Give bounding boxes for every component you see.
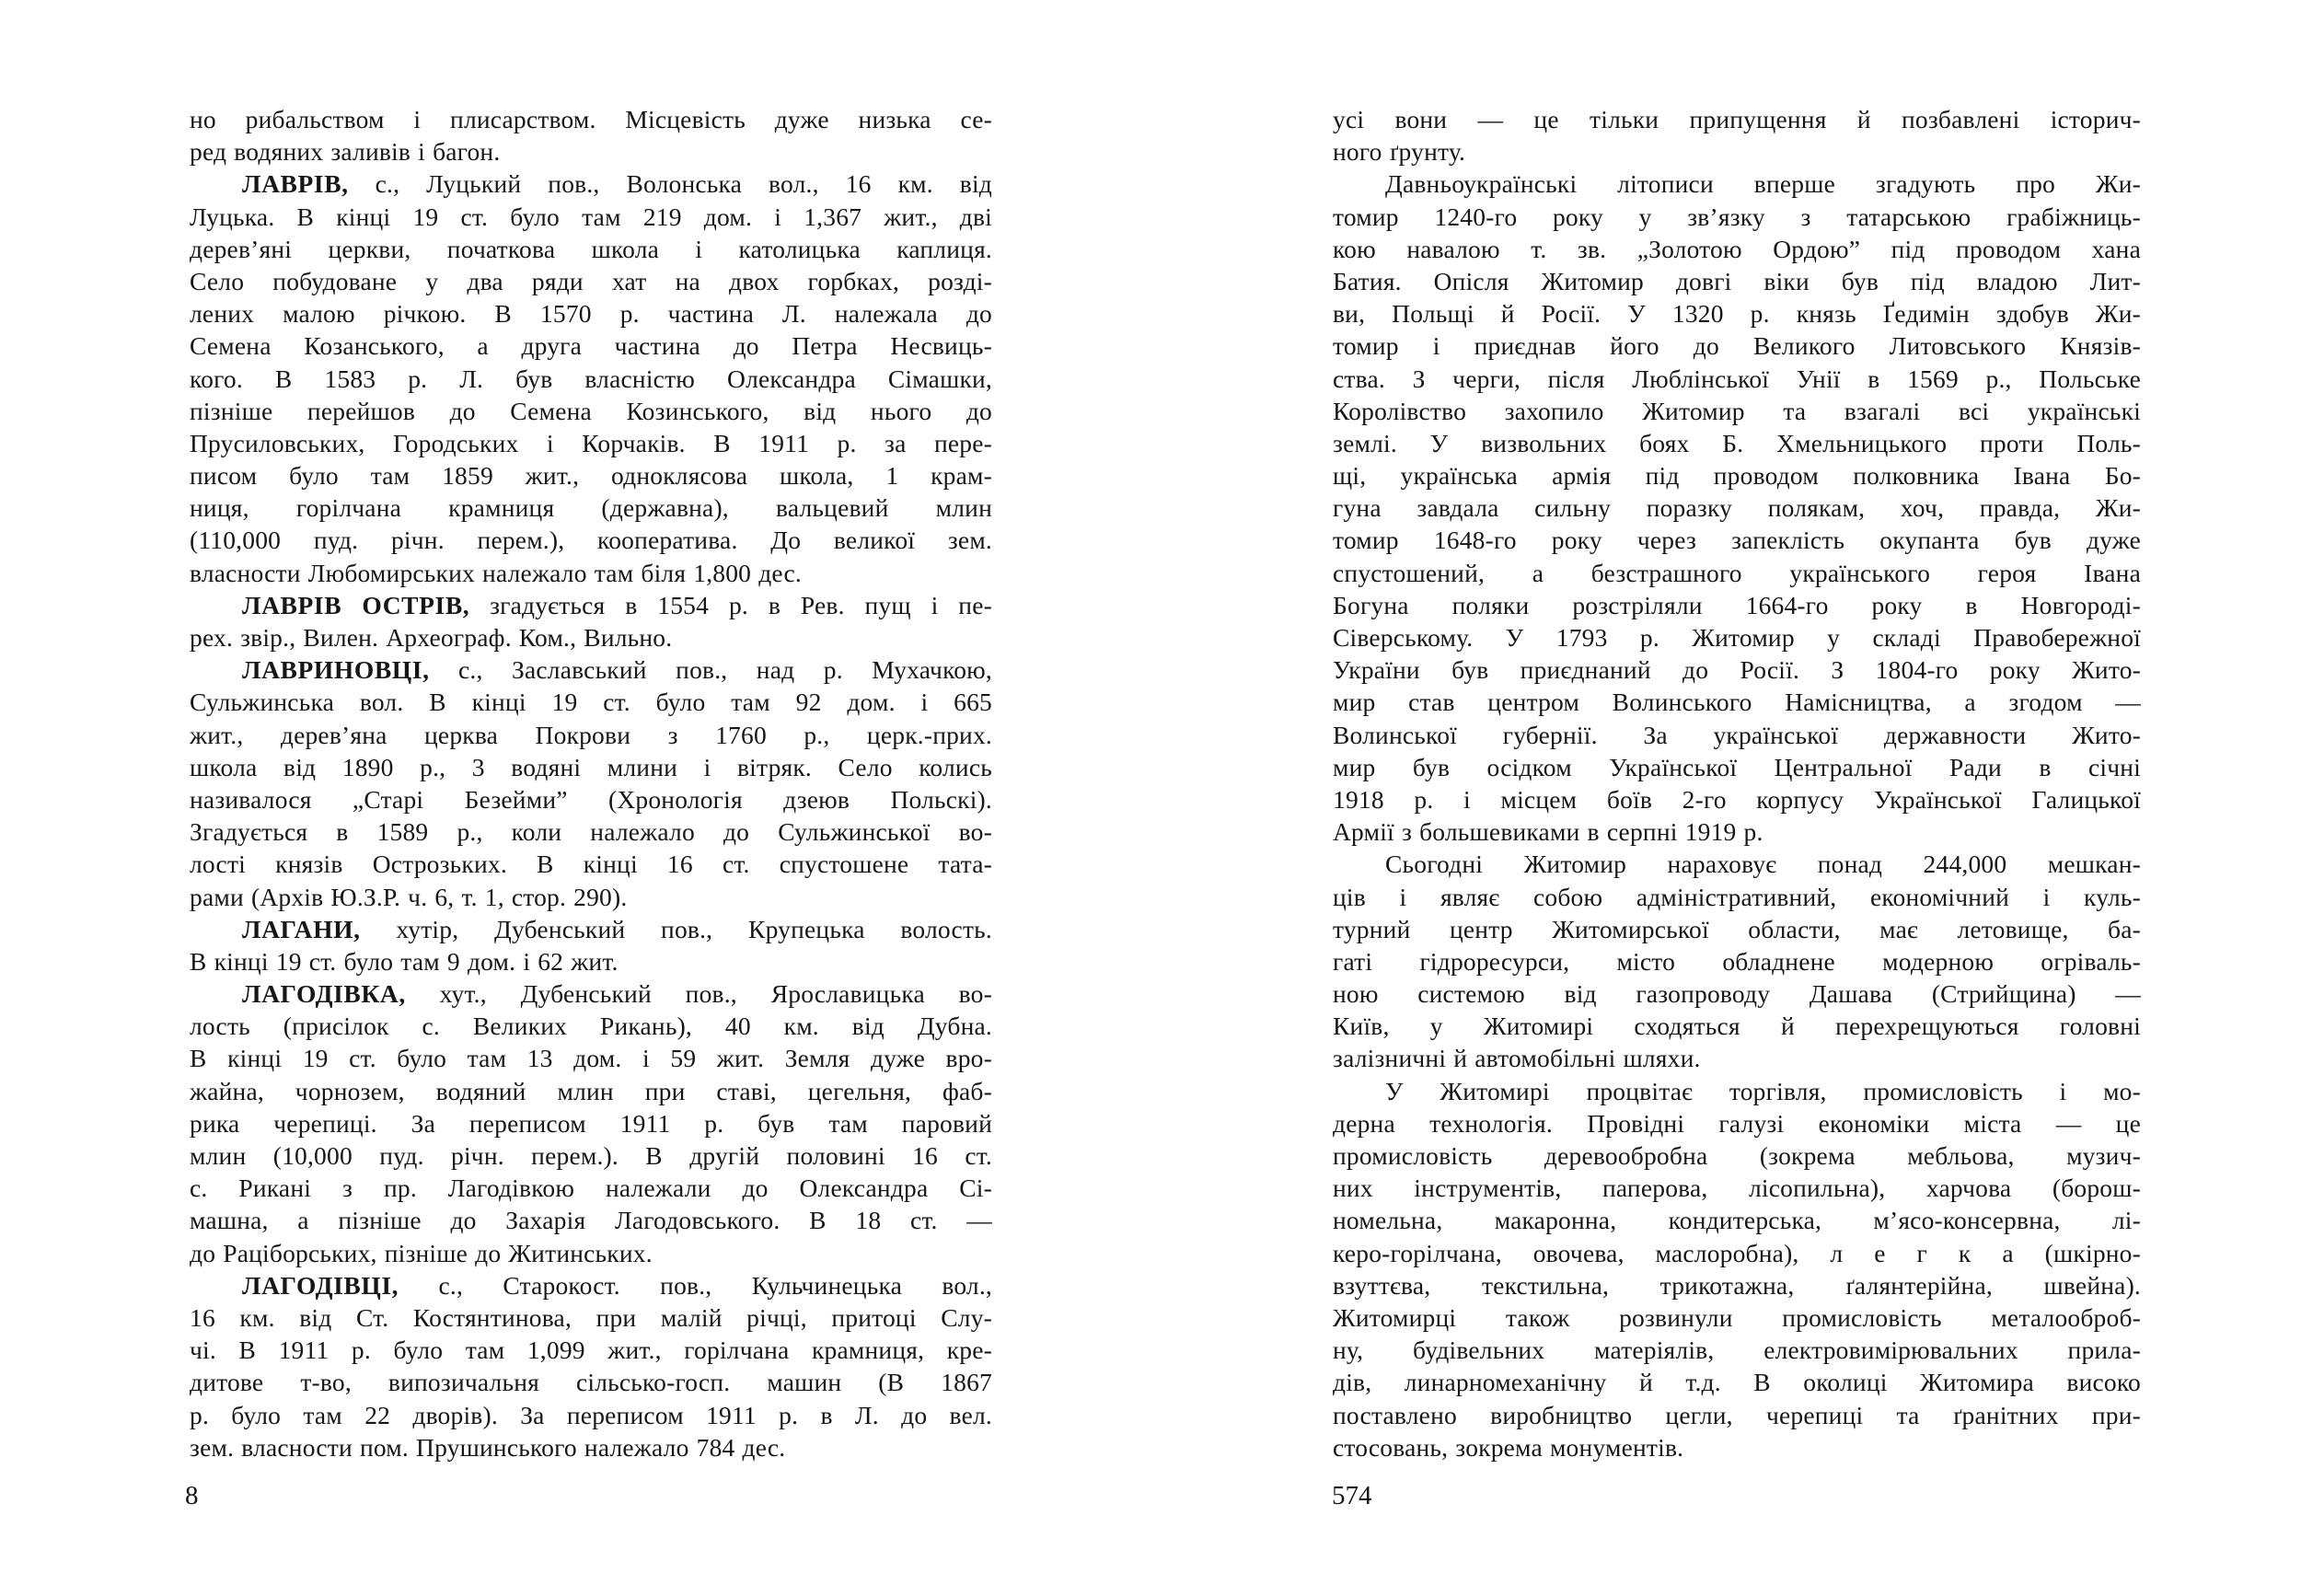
text-line: р. було там 22 дворів). За переписом 1911 р. в Л. до вел. (190, 1400, 992, 1429)
text-line: керо-горілчана, овочева, маслоробна), л е г к а (шкірно- (1333, 1238, 2141, 1267)
text-line: млин (10,000 пуд. річн. перем.). В другій половині 16 ст. (190, 1141, 992, 1170)
entry-headword: ЛАВРІВ ОСТРІВ, (242, 590, 470, 619)
text-line: України був приєднаний до Росії. З 1804-го року Жито- (1333, 655, 2141, 685)
text-line: лость (присілок с. Великих Рикань), 40 км. від Дубна. (190, 1012, 992, 1041)
text-line: взуттєва, текстильна, трикотажна, ґалянтерійна, швейна). (1333, 1270, 2141, 1300)
text-line: томир 1240-го року у зв’язку з татарською грабіжниць- (1333, 202, 2141, 231)
text-line: Згадується в 1589 р., коли належало до Сульжинської во- (190, 817, 992, 847)
text-line: томир 1648-го року через запеклість окупанта був дуже (1333, 526, 2141, 555)
text-line: рика черепиці. За переписом 1911 р. був там паровий (190, 1108, 992, 1138)
text-line: Волинської губернії. За української державности Жито- (1333, 720, 2141, 749)
text-line: Давньоукраїнські літописи вперше згадують про Жи- (1385, 169, 2141, 199)
text-line: до Раціборських, пізніше до Житинських. (190, 1238, 653, 1267)
text-line: промисловість деревообробна (зокрема мебльова, музич- (1333, 1141, 2141, 1170)
text-line: Богуна поляки розстріляли 1664-го року в Новгороді- (1333, 590, 2141, 619)
text-line: дів, линарномеханічну й т.д. В околиці Житомира високо (1333, 1368, 2141, 1397)
text-line: Село побудоване у два ряди хат на двох горбках, розді- (190, 266, 992, 295)
entry-line: ЛАВРИНОВЦІ, с., Заславський пов., над р. Мухачкою, (242, 655, 992, 685)
text-line: рами (Архів Ю.З.Р. ч. 6, т. 1, стор. 290). (190, 882, 628, 911)
text-line: Луцька. В кінці 19 ст. було там 219 дом. і 1,367 жит., дві (190, 202, 992, 231)
text-line: зем. власности пом. Прушинського належало 784 дес. (190, 1432, 786, 1462)
text-line: жайна, чорнозем, водяний млин при ставі, цегельня, фаб- (190, 1076, 992, 1105)
text-line: Королівство захопило Житомир та взагалі всі українські (1333, 396, 2141, 425)
text-line: Київ, у Житомирі сходяться й перехрещуються головні (1333, 1012, 2141, 1041)
text-line: жит., дерев’яна церква Покрови з 1760 р., церк.-прих. (190, 720, 992, 749)
text-line: стосовань, зокрема монументів. (1333, 1432, 1684, 1462)
text-line: У Житомирі процвітає торгівля, промисловість і мо- (1385, 1076, 2141, 1105)
text-line: власности Любомирських належало там біля 1,800 дес. (190, 558, 802, 587)
text-line: 1918 р. і місцем боїв 2-го корпусу Української Галицької (1333, 784, 2141, 814)
entry-headword: ЛАВРИНОВЦІ, (242, 655, 430, 685)
text-line: машна, а пізніше до Захарія Лагодовського. В 18 ст. — (190, 1206, 992, 1235)
text-line: них інструментів, паперова, лісопильна), харчова (борош- (1333, 1174, 2141, 1203)
entry-line: ЛАГАНИ, хутір, Дубенський пов., Крупецька волость. (242, 914, 992, 943)
text-line: пізніше перейшов до Семена Козинського, від нього до (190, 396, 992, 425)
entry-headword: ЛАГОДІВЦІ, (242, 1270, 399, 1300)
text-line: ну, будівельних матеріялів, електровимірювальних прила- (1333, 1336, 2141, 1365)
text-line: 16 км. від Ст. Костянтинова, при малій річці, притоці Слу- (190, 1302, 992, 1332)
text-line: ниця, горілчана крамниця (державна), вальцевий млин (190, 493, 992, 523)
text-line: В кінці 19 ст. було там 13 дом. і 59 жит. Земля дуже вро- (190, 1044, 992, 1073)
text-line: Сіверському. У 1793 р. Житомир у складі Правобережної (1333, 623, 2141, 652)
text-line: дерна технологія. Провідні галузі економіки міста — це (1333, 1108, 2141, 1138)
text-line: поставлено виробництво цегли, черепиці та ґранітних при- (1333, 1400, 2141, 1429)
text-line: усі вони — це тільки припущення й позбавлені історич- (1333, 105, 2141, 133)
entry-headword: ЛАГАНИ, (242, 914, 361, 943)
text-line: Семена Козанського, а друга частина до Петра Несвиць- (190, 331, 992, 361)
text-line: Прусиловських, Городських і Корчаків. В 1911 р. за пере- (190, 428, 992, 457)
entry-line: ЛАГОДІВЦІ, с., Старокост. пов., Кульчинецька вол., (242, 1270, 992, 1300)
text-line: томир і приєднав його до Великого Литовського Князів- (1333, 331, 2141, 361)
text-line: Батия. Опісля Житомир довгі віки був під владою Лит- (1333, 266, 2141, 295)
left-page-number: 8 (185, 1481, 199, 1510)
text-line: щі, українська армія під проводом полковника Івана Бо- (1333, 461, 2141, 491)
text-line: Житомирці також розвинули промисловість металооброб- (1333, 1302, 2141, 1332)
text-line: Армії з большевиками в серпні 1919 р. (1333, 817, 1763, 847)
entry-line: ЛАВРІВ ОСТРІВ, згадується в 1554 р. в Рев. пущ і пе- (242, 590, 992, 619)
right-page-text-column (1333, 103, 2141, 1463)
text-line: В кінці 19 ст. було там 9 дом. і 62 жит. (190, 946, 619, 976)
text-line: лених малою річкою. В 1570 р. частина Л. належала до (190, 299, 992, 329)
text-line: мир був осідком Української Центральної Ради в січні (1333, 752, 2141, 781)
text-line: с. Рикані з пр. Лагодівкою належали до Олександра Сі- (190, 1174, 992, 1203)
text-line: ства. З черги, після Люблінської Унії в 1569 р., Польське (1333, 364, 2141, 393)
text-line: землі. У визвольних боях Б. Хмельницького проти Поль- (1333, 428, 2141, 457)
text-line: гуна завдала сильну поразку полякам, хоч, правда, Жи- (1333, 493, 2141, 523)
text-line: гаті гідроресурси, місто обладнене модерною огріваль- (1333, 946, 2141, 976)
right-page-number: 574 (1332, 1481, 1372, 1510)
text-line: ред водяних заливів і багон. (190, 137, 501, 167)
text-line: кою навалою т. зв. „Золотою Ордою” під проводом хана (1333, 234, 2141, 263)
text-line: ців і являє собою адміністративний, економічний і куль- (1333, 882, 2141, 911)
text-line: (110,000 пуд. річн. перем.), кооператива. До великої зем. (190, 526, 992, 555)
text-line: чі. В 1911 р. було там 1,099 жит., горілчана крамниця, кре- (190, 1336, 992, 1365)
text-line: залізничні й автомобільні шляхи. (1333, 1044, 1701, 1073)
text-line: називалося „Старі Безейми” (Хронологія дзеюв Польскі). (190, 784, 992, 814)
entry-headword: ЛАВРІВ, (242, 169, 349, 199)
text-line: Сульжинська вол. В кінці 19 ст. було там 92 дом. і 665 (190, 688, 992, 717)
text-line: ви, Польщі й Росії. У 1320 р. князь Ґедимін здобув Жи- (1333, 299, 2141, 329)
text-line: кого. В 1583 р. Л. був власністю Олександра Сімашки, (190, 364, 992, 393)
text-line: ного ґрунту. (1333, 137, 1466, 167)
text-line: дитове т-во, випозичальня сільсько-госп. машин (В 1867 (190, 1368, 992, 1397)
text-line: дерев’яні церкви, початкова школа і католицька каплиця. (190, 234, 992, 263)
entry-line: ЛАВРІВ, с., Луцький пов., Волонська вол., 16 км. від (242, 169, 992, 199)
text-line: спустошений, а безстрашного українського героя Івана (1333, 558, 2141, 587)
text-line: номельна, макаронна, кондитерська, м’ясо-консервна, лі- (1333, 1206, 2141, 1235)
text-line: рех. звір., Вилен. Археограф. Ком., Вильно. (190, 623, 673, 652)
text-line: лості князів Острозьких. В кінці 16 ст. спустошене тата- (190, 850, 992, 879)
left-page-text-column (190, 103, 992, 1463)
text-line: школа від 1890 р., 3 водяні млини і вітряк. Село колись (190, 752, 992, 781)
text-line: но рибальством і плисарством. Місцевість дуже низька се- (190, 105, 992, 133)
text-line: Сьогодні Житомир нараховує понад 244,000 мешкан- (1385, 850, 2141, 879)
text-line: писом було там 1859 жит., одноклясова школа, 1 крам- (190, 461, 992, 491)
entry-line: ЛАГОДІВКА, хут., Дубенський пов., Ярославицька во- (242, 979, 992, 1009)
text-line: ною системою від газопроводу Дашава (Стрийщина) — (1333, 979, 2141, 1009)
text-line: мир став центром Волинського Намісництва, а згодом — (1333, 688, 2141, 717)
text-line: турний центр Житомирської области, має летовище, ба- (1333, 914, 2141, 943)
entry-headword: ЛАГОДІВКА, (242, 979, 406, 1009)
